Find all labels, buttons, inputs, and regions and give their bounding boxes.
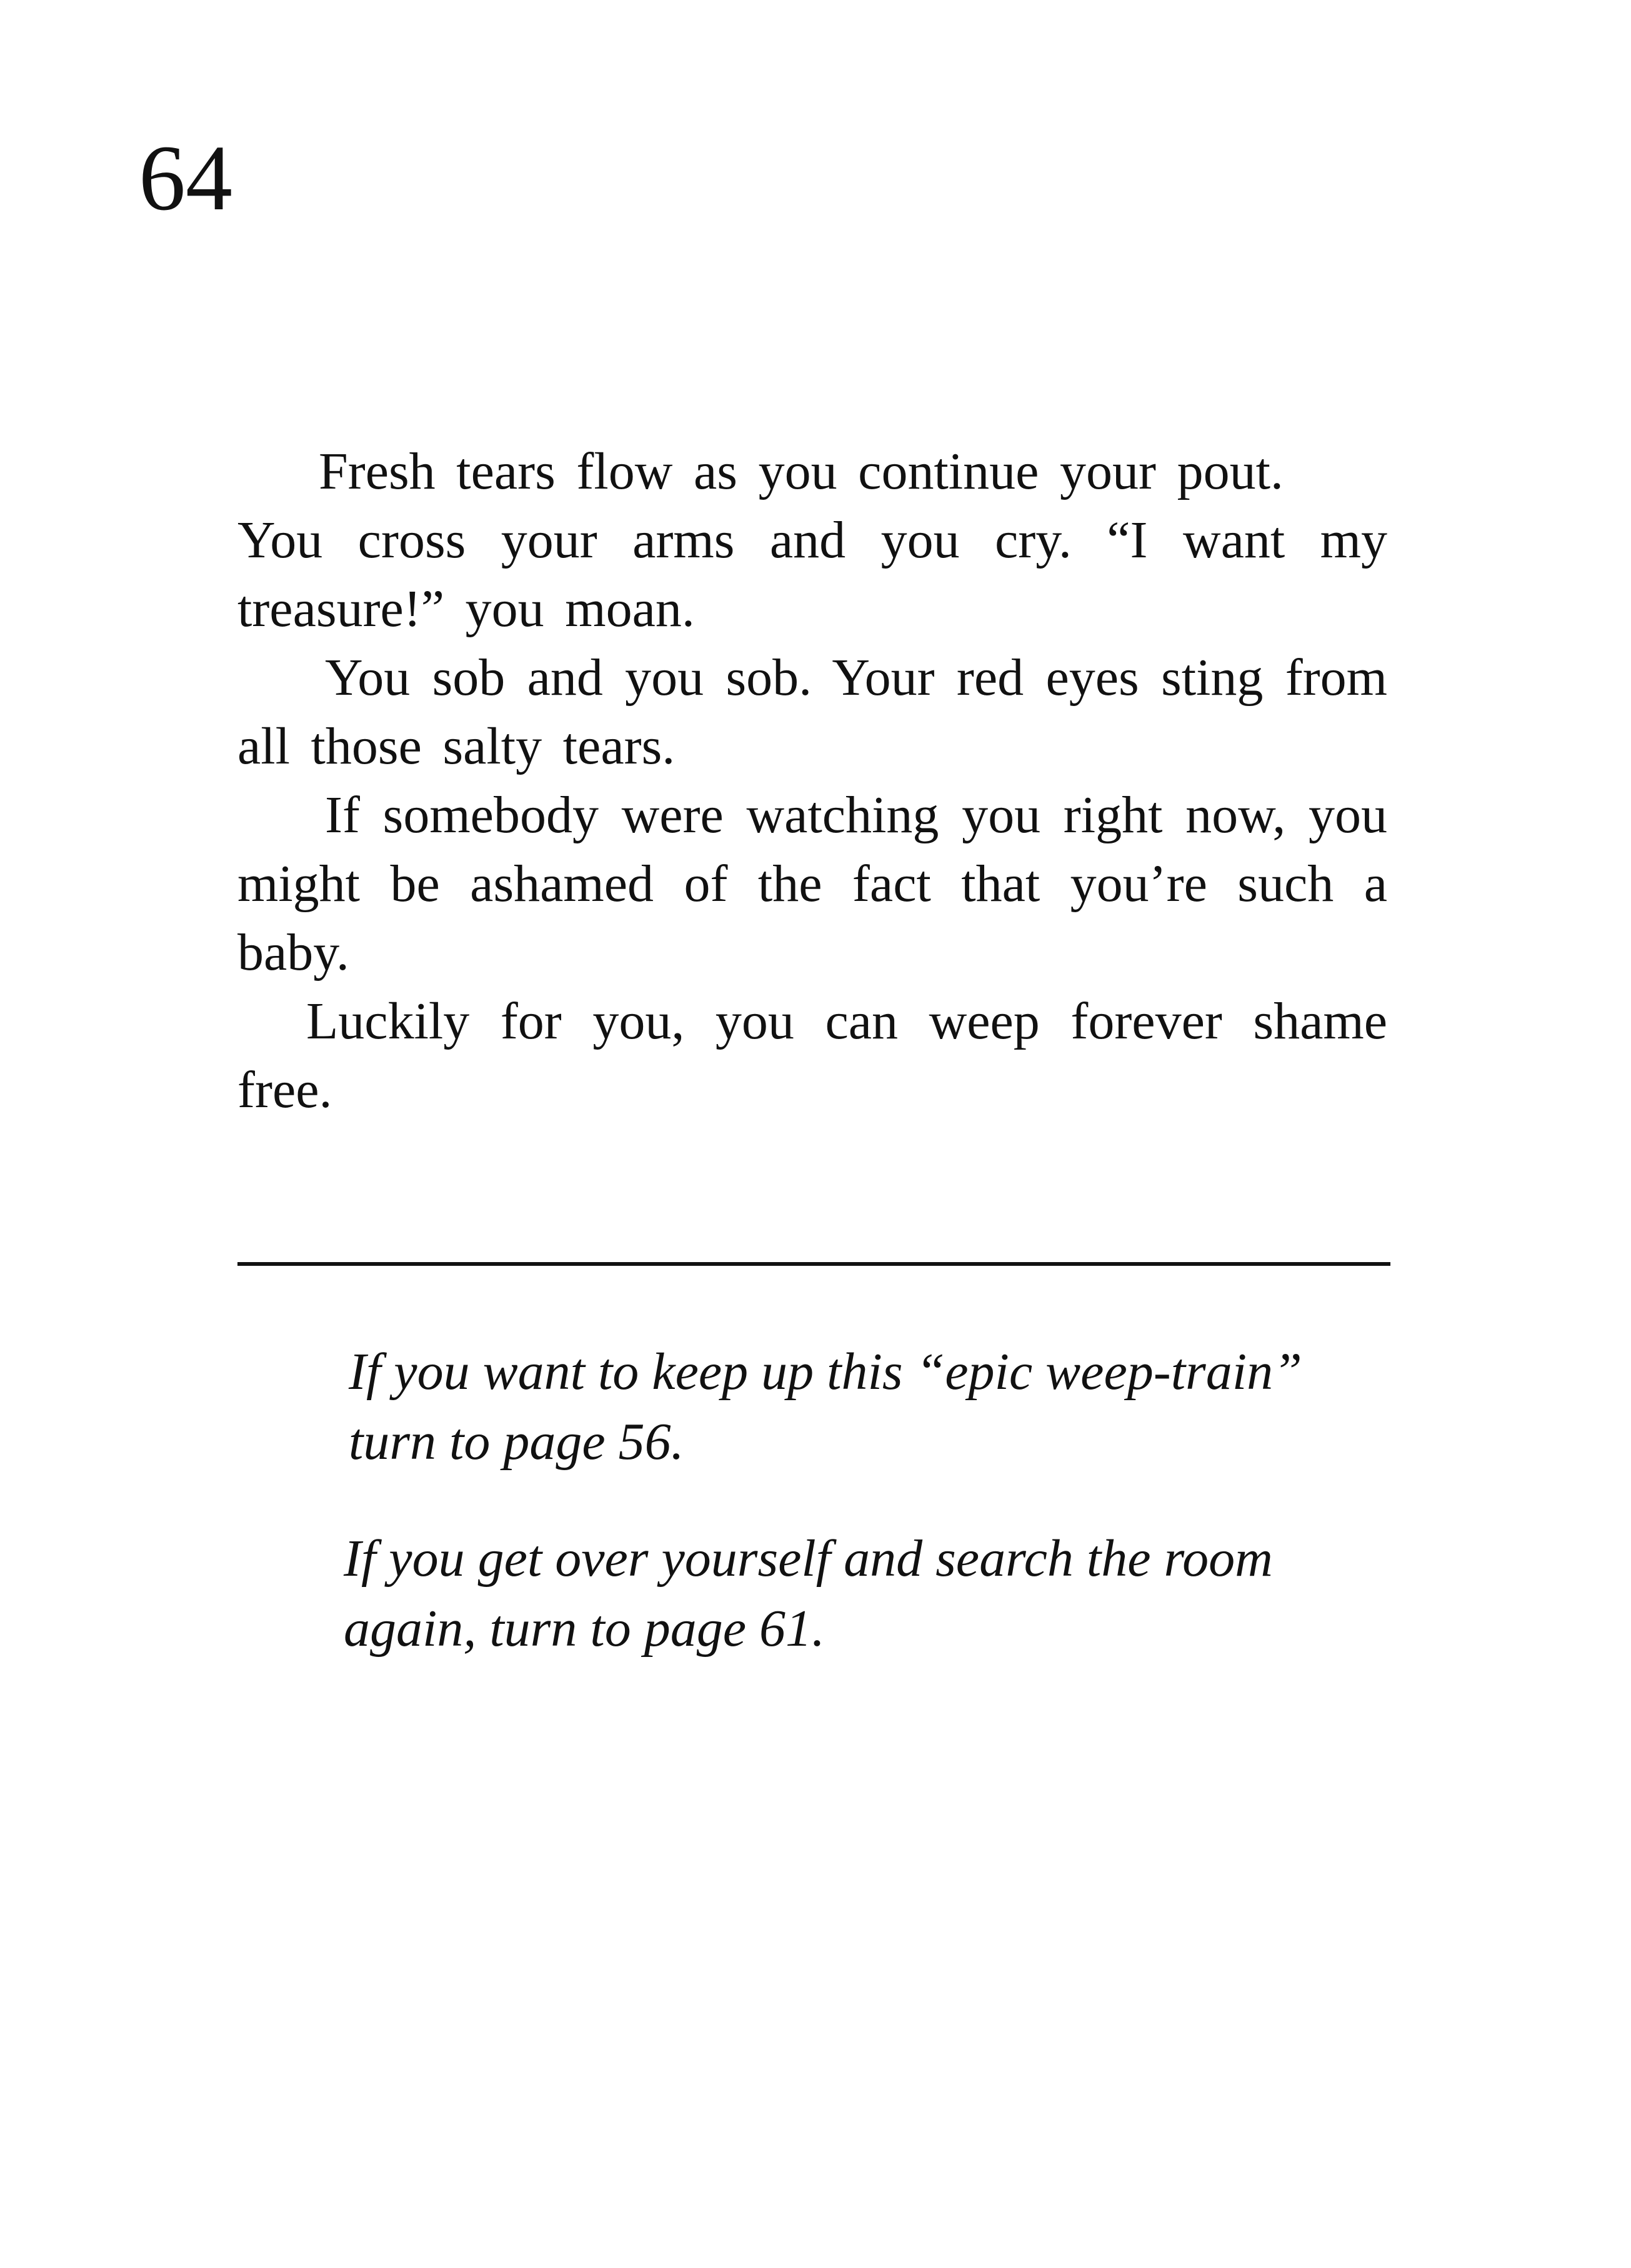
paragraph-2: You cross your arms and you cry. “I want my treasure!” you moan. [237,511,1387,638]
page-number: 64 [139,126,232,230]
choice-weep-train[interactable] [349,1337,1406,1477]
choice-1-line-2: turn to page 56. [349,1413,684,1471]
choice-2-line-2: again, turn to page 61. [344,1599,825,1658]
story-text [237,437,1387,1125]
choice-list [344,1337,1406,1664]
section-divider [237,1262,1390,1266]
choice-search-room[interactable] [344,1524,1406,1664]
paragraph-3: You sob and you sob. Your red eyes sting from all those salty tears. [237,649,1387,775]
paragraph-5: Luckily for you, you can weep forever shame free. [237,992,1387,1119]
paragraph-4: If somebody were watching you right now, you might be ashamed of the fact that you’re such a baby. [237,786,1387,982]
paragraph-1: Fresh tears flow as you continue your pout. [319,442,1284,500]
choice-1-line-1: If you want to keep up this “epic weep-train” [349,1343,1302,1401]
choice-2-line-1: If you get over yourself and search the room [344,1529,1273,1588]
